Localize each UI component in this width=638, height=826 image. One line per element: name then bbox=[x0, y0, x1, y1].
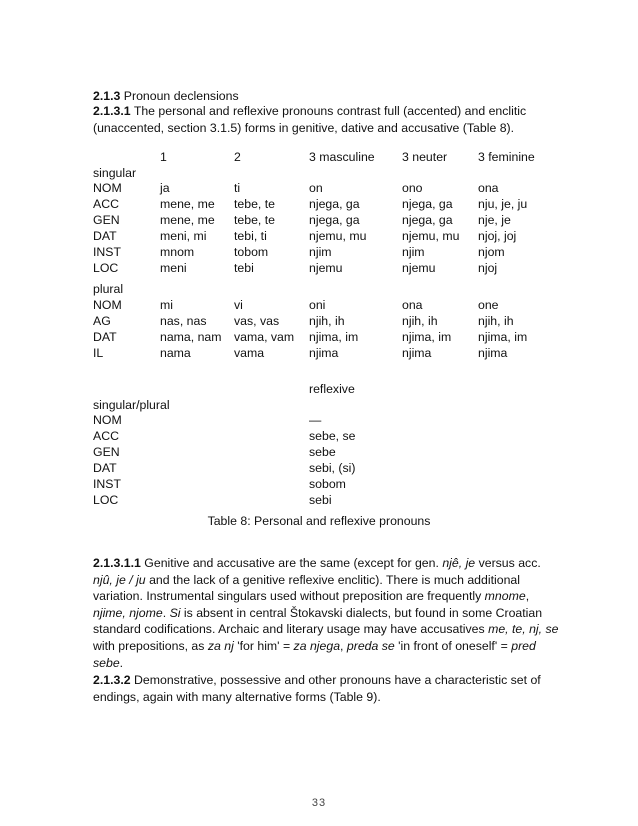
table-cell: njima, im bbox=[309, 330, 359, 344]
table-cell: njemu, mu bbox=[309, 229, 367, 243]
table-cell: njega, ga bbox=[402, 197, 453, 211]
table-cell: DAT bbox=[93, 229, 117, 243]
table-cell: mnom bbox=[160, 245, 195, 259]
table-cell: njim bbox=[309, 245, 332, 259]
table-cell: tebe, te bbox=[234, 197, 276, 211]
table-cell: njima, im bbox=[478, 330, 528, 344]
section-title: Pronoun declensions bbox=[123, 89, 239, 103]
table-cell: one bbox=[478, 298, 499, 312]
table-cell: oni bbox=[309, 298, 326, 312]
example-form: njime, njome bbox=[93, 605, 163, 620]
table-cell: AG bbox=[93, 314, 111, 328]
page-number: 33 bbox=[311, 797, 327, 809]
table-cell: LOC bbox=[93, 261, 119, 275]
table-cell: njih, ih bbox=[478, 314, 514, 328]
table-cell: on bbox=[309, 181, 323, 195]
paragraph-text: and the lack of a genitive reflexive enclitic). There is much additional variation. Instrumental singulars used without preposition are frequently bbox=[93, 572, 520, 604]
table-cell: meni, mi bbox=[160, 229, 207, 243]
table-cell: njemu bbox=[309, 261, 343, 275]
table-cell: njima bbox=[478, 346, 508, 360]
paragraph-text: versus acc. bbox=[478, 556, 541, 570]
table-cell: ACC bbox=[93, 429, 119, 443]
paragraph-text: , bbox=[525, 589, 530, 604]
table-cell: ona bbox=[402, 298, 423, 312]
paragraph-2-1-3-1-1 bbox=[93, 555, 563, 671]
table-cell: nas, nas bbox=[160, 314, 207, 328]
table-cell: LOC bbox=[93, 493, 119, 507]
example-form: mnome bbox=[484, 589, 526, 604]
section-number: 2.1.3.2 bbox=[93, 673, 131, 687]
table-cell: vama, vam bbox=[234, 330, 295, 344]
table-cell: tebi bbox=[234, 261, 254, 275]
table-header-cell: 1 bbox=[160, 150, 167, 164]
table-cell: GEN bbox=[93, 445, 120, 459]
table-cell: njega, ga bbox=[402, 213, 453, 227]
paragraph-text: Demonstrative, possessive and other pronouns have a characteristic set of endings, again with many alternative forms (Table 9). bbox=[93, 673, 541, 704]
section-number: 2.1.3.1 bbox=[93, 104, 131, 118]
section-number: 2.1.3 bbox=[93, 89, 121, 103]
table-cell: njemu bbox=[402, 261, 436, 275]
table-cell: IL bbox=[93, 346, 104, 360]
table-cell: njima bbox=[402, 346, 432, 360]
paragraph-text: . bbox=[119, 655, 124, 670]
table-cell: vama bbox=[234, 346, 265, 360]
paragraph-2-1-3-2 bbox=[93, 672, 563, 705]
table-cell: NOM bbox=[93, 413, 122, 427]
example-form: pred sebe bbox=[93, 638, 536, 670]
paragraph-2-1-3-1 bbox=[93, 103, 563, 136]
paragraph-text: Genitive and accusative are the same (except for gen. bbox=[144, 556, 439, 570]
group-label-plural: plural bbox=[93, 282, 124, 296]
table-cell: nju, je, ju bbox=[478, 197, 528, 211]
table-cell: nama, nam bbox=[160, 330, 222, 344]
table-caption: Table 8: Personal and reflexive pronouns bbox=[207, 514, 431, 528]
table-cell: sobom bbox=[309, 477, 346, 491]
paragraph-text: 'for him' = bbox=[237, 638, 291, 653]
table-cell: NOM bbox=[93, 181, 122, 195]
table-cell: meni bbox=[160, 261, 187, 275]
table-cell: sebi bbox=[309, 493, 332, 507]
table-cell: DAT bbox=[93, 330, 117, 344]
table-cell: nama bbox=[160, 346, 191, 360]
example-form: me, te, nj, se bbox=[488, 622, 559, 637]
table-cell: njih, ih bbox=[402, 314, 438, 328]
paragraph-text: . bbox=[162, 605, 167, 620]
table-cell: sebe bbox=[309, 445, 336, 459]
reflexive-header: reflexive bbox=[309, 382, 355, 396]
table-cell: njih, ih bbox=[309, 314, 345, 328]
table-header-cell: 3 masculine bbox=[309, 150, 375, 164]
table-cell: vi bbox=[234, 298, 243, 312]
table-cell: sebi, (si) bbox=[309, 461, 356, 475]
table-cell: ono bbox=[402, 181, 423, 195]
table-cell: mene, me bbox=[160, 197, 215, 211]
table-header-cell: 3 neuter bbox=[402, 150, 448, 164]
table-cell: njim bbox=[402, 245, 425, 259]
paragraph-text: is absent in central Štokavski dialects, but found in some Croatian standard codifications. Archaic and literary usage may have accusatives bbox=[93, 605, 543, 637]
table-cell: ACC bbox=[93, 197, 119, 211]
table-cell: njom bbox=[478, 245, 505, 259]
section-heading-2-1-3 bbox=[93, 88, 239, 104]
table-cell: vas, vas bbox=[234, 314, 280, 328]
table-cell: njemu, mu bbox=[402, 229, 460, 243]
table-cell: tobom bbox=[234, 245, 269, 259]
table-cell: njima bbox=[309, 346, 339, 360]
table-cell: — bbox=[309, 413, 322, 427]
group-label-singular-plural: singular/plural bbox=[93, 398, 170, 412]
table-header-cell: 2 bbox=[234, 150, 241, 164]
section-number: 2.1.3.1.1 bbox=[93, 556, 141, 570]
example-form: njû, je / ju bbox=[93, 572, 146, 587]
table-cell: sebe, se bbox=[309, 429, 356, 443]
example-form: preda se bbox=[346, 638, 395, 653]
table-cell: mene, me bbox=[160, 213, 215, 227]
table-cell: njoj bbox=[478, 261, 498, 275]
example-form: Si bbox=[169, 605, 181, 620]
example-form: za nj bbox=[207, 638, 234, 653]
table-cell: DAT bbox=[93, 461, 117, 475]
paragraph-text: with prepositions, as bbox=[93, 638, 205, 653]
group-label-singular: singular bbox=[93, 166, 137, 180]
table-cell: INST bbox=[93, 477, 122, 491]
example-form: njê, je bbox=[442, 556, 476, 570]
table-cell: ti bbox=[234, 181, 241, 195]
table-cell: tebi, ti bbox=[234, 229, 267, 243]
table-cell: ona bbox=[478, 181, 499, 195]
paragraph-text: The personal and reflexive pronouns contrast full (accented) and enclitic (unaccented, section 3.1.5) forms in genitive, dative and accusative (Table 8). bbox=[93, 104, 527, 135]
table-cell: njega, ga bbox=[309, 197, 360, 211]
paragraph-text: 'in front of oneself' = bbox=[398, 638, 508, 653]
table-cell: njega, ga bbox=[309, 213, 360, 227]
table-cell: tebe, te bbox=[234, 213, 276, 227]
table-cell: NOM bbox=[93, 298, 122, 312]
table-cell: INST bbox=[93, 245, 122, 259]
table-cell: ja bbox=[160, 181, 170, 195]
table-cell: nje, je bbox=[478, 213, 511, 227]
table-cell: njoj, joj bbox=[478, 229, 517, 243]
table-cell: mi bbox=[160, 298, 173, 312]
table-cell: njima, im bbox=[402, 330, 452, 344]
table-cell: GEN bbox=[93, 213, 120, 227]
table-header-cell: 3 feminine bbox=[478, 150, 535, 164]
example-form: za njega bbox=[293, 638, 341, 653]
paragraph-text: , bbox=[340, 638, 344, 653]
